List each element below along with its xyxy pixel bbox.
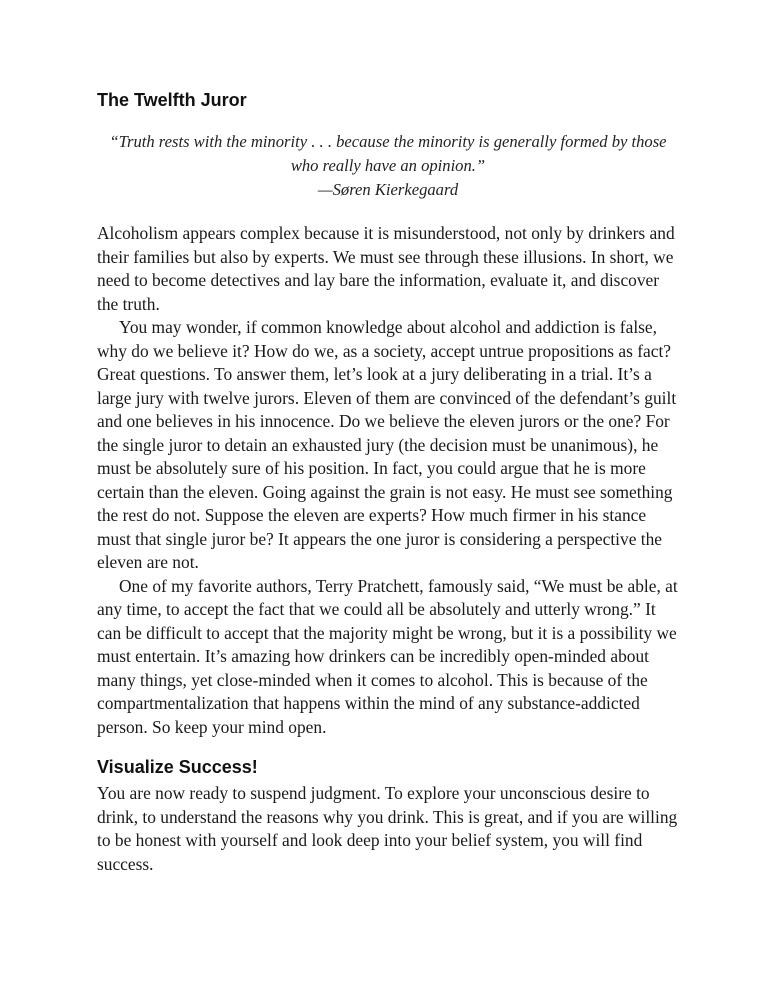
paragraph-3: One of my favorite authors, Terry Pratchett, famously said, “We must be able, at any time, to accept the fact that we could all be absolutely and utterly wrong.” It can be difficult to accept that the majority might be wrong, but it is a possibility we must entertain. It’s amazing how drinkers can be incredibly open-minded about many things, yet close-minded when it comes to alcohol. This is because of the compartmentalization that happens within the mind of any substance-addicted person. So keep your mind open. [97, 575, 678, 737]
paragraph-2: You may wonder, if common knowledge about alcohol and addiction is false, why do we believe it? How do we, as a society, accept untrue propositions as fact? Great questions. To answer them, let’s look at a jury deliberating in a trial. It’s a large jury with twelve jurors. Eleven of them are convinced of the defendant’s guilt and one believes in his innocence. Do we believe the eleven jurors or the one? For the single juror to detain an exhausted jury (the decision must be unanimous), he must be absolutely sure of his position. In fact, you could argue that he is more certain than the eleven. Going against the grain is not easy. He must see something the rest do not. Suppose the eleven are experts? How much firmer in his stance must that single juror be? It appears the one juror is considering a perspective the eleven are not. [97, 317, 677, 572]
epigraph-quote-line-1: “Truth rests with the minority . . . because the minority is generally formed by those [109, 132, 667, 151]
paragraph-1: Alcoholism appears complex because it is misunderstood, not only by drinkers and their families but also by experts. We must see through these illusions. In short, we need to become detectives and lay bare the information, evaluate it, and discover the truth. [97, 223, 675, 314]
page-content [97, 88, 679, 876]
epigraph-quote-line-2: who really have an opinion.” [290, 156, 486, 175]
section-visualize-success [97, 755, 679, 876]
section1-body [97, 222, 679, 739]
epigraph-attribution: —Søren Kierkegaard [317, 180, 459, 199]
epigraph [87, 130, 689, 202]
section-heading-visualize-success: Visualize Success! [97, 757, 258, 777]
section2-body [97, 782, 679, 876]
section-heading-twelfth-juror: The Twelfth Juror [97, 90, 247, 110]
paragraph-4: You are now ready to suspend judgment. To explore your unconscious desire to drink, to understand the reasons why you drink. This is great, and if you are willing to be honest with yourself and look deep into your belief system, you will find success. [97, 783, 678, 874]
